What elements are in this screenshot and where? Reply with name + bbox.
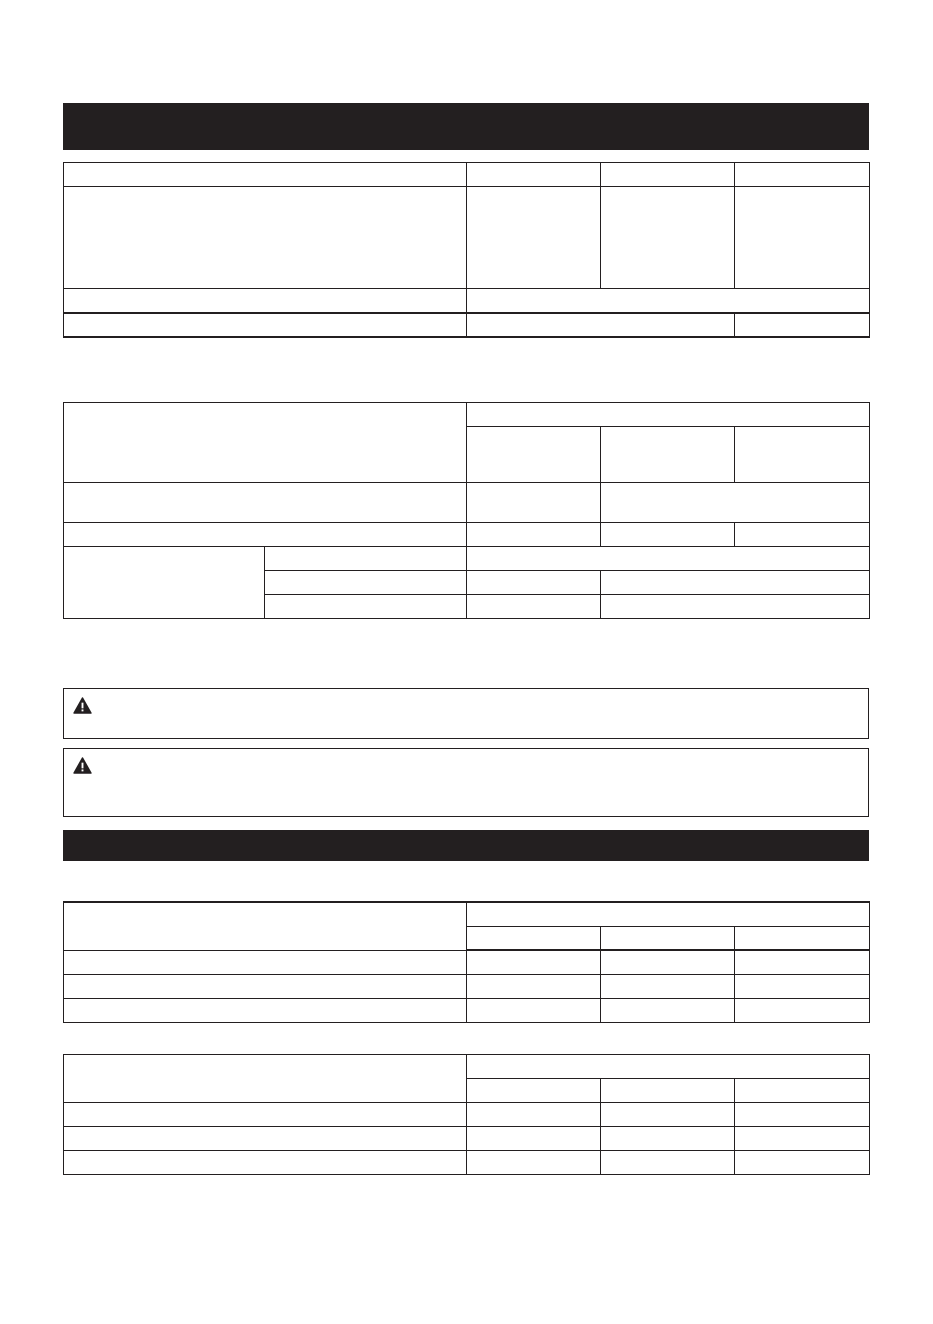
table-row	[64, 313, 870, 337]
table-row	[64, 1127, 870, 1151]
warning-triangle-icon	[73, 757, 92, 774]
spec-table-4	[63, 1054, 870, 1175]
table-cell	[467, 483, 601, 523]
table-row	[64, 187, 870, 289]
table-cell	[735, 974, 870, 998]
table-cell	[467, 1079, 601, 1103]
table-row	[64, 950, 870, 974]
table-cell	[735, 998, 870, 1022]
table-cell	[64, 483, 467, 523]
table-row	[64, 289, 870, 313]
table-cell	[467, 289, 870, 313]
table-cell	[64, 1151, 467, 1175]
spec-table-1	[63, 162, 870, 338]
table-cell	[467, 163, 601, 187]
table-cell	[735, 1103, 870, 1127]
table-cell	[64, 403, 467, 483]
table-cell	[601, 163, 735, 187]
table-row	[64, 998, 870, 1022]
table-cell	[601, 1103, 735, 1127]
table-cell	[64, 998, 467, 1022]
table-cell	[735, 427, 870, 483]
table-cell	[64, 1103, 467, 1127]
table-cell	[467, 595, 601, 619]
table-cell	[64, 547, 265, 619]
table-cell	[467, 902, 870, 926]
table-cell	[735, 1151, 870, 1175]
table-row	[64, 483, 870, 523]
table-cell	[735, 163, 870, 187]
table-cell	[64, 974, 467, 998]
table-cell	[64, 163, 467, 187]
table-cell	[265, 595, 467, 619]
table-cell	[735, 950, 870, 974]
table-cell	[601, 926, 735, 950]
table-row	[64, 902, 870, 926]
table-cell	[601, 571, 870, 595]
table-cell	[64, 1055, 467, 1103]
table-cell	[467, 313, 735, 337]
table-cell	[467, 523, 601, 547]
table-cell	[735, 926, 870, 950]
table-row	[64, 1103, 870, 1127]
table-row	[64, 547, 870, 571]
table-cell	[601, 950, 735, 974]
table-cell	[601, 1079, 735, 1103]
table-cell	[601, 187, 735, 289]
table-cell	[467, 1127, 601, 1151]
header-bar	[63, 103, 869, 150]
table-cell	[64, 289, 467, 313]
table-cell	[265, 571, 467, 595]
table-cell	[467, 974, 601, 998]
table-row	[64, 403, 870, 427]
table-cell	[601, 427, 735, 483]
table-cell	[64, 313, 467, 337]
warning-box	[63, 688, 869, 739]
table-cell	[467, 427, 601, 483]
table-cell	[467, 926, 601, 950]
table-cell	[64, 187, 467, 289]
table-cell	[601, 998, 735, 1022]
table-cell	[467, 998, 601, 1022]
table-cell	[467, 1151, 601, 1175]
table-cell	[735, 1127, 870, 1151]
table-row	[64, 1055, 870, 1079]
table-row	[64, 163, 870, 187]
table-cell	[467, 950, 601, 974]
table-row	[64, 974, 870, 998]
spec-table-2	[63, 402, 870, 619]
section-bar	[63, 830, 869, 861]
table-cell	[64, 950, 467, 974]
warning-triangle-icon	[73, 697, 92, 714]
table-cell	[601, 595, 870, 619]
table-cell	[601, 483, 870, 523]
table-cell	[467, 403, 870, 427]
table-cell	[64, 902, 467, 950]
table-cell	[735, 187, 870, 289]
table-cell	[735, 1079, 870, 1103]
table-cell	[64, 523, 467, 547]
table-cell	[64, 1127, 467, 1151]
table-cell	[265, 547, 467, 571]
table-cell	[735, 523, 870, 547]
table-cell	[601, 1151, 735, 1175]
table-cell	[601, 974, 735, 998]
table-cell	[467, 1103, 601, 1127]
table-cell	[467, 571, 601, 595]
table-cell	[601, 1127, 735, 1151]
table-cell	[467, 1055, 870, 1079]
table-row	[64, 523, 870, 547]
table-cell	[735, 313, 870, 337]
table-cell	[467, 187, 601, 289]
table-cell	[467, 547, 870, 571]
warning-box	[63, 748, 869, 817]
table-row	[64, 1151, 870, 1175]
spec-table-3	[63, 901, 870, 1023]
table-cell	[601, 523, 735, 547]
